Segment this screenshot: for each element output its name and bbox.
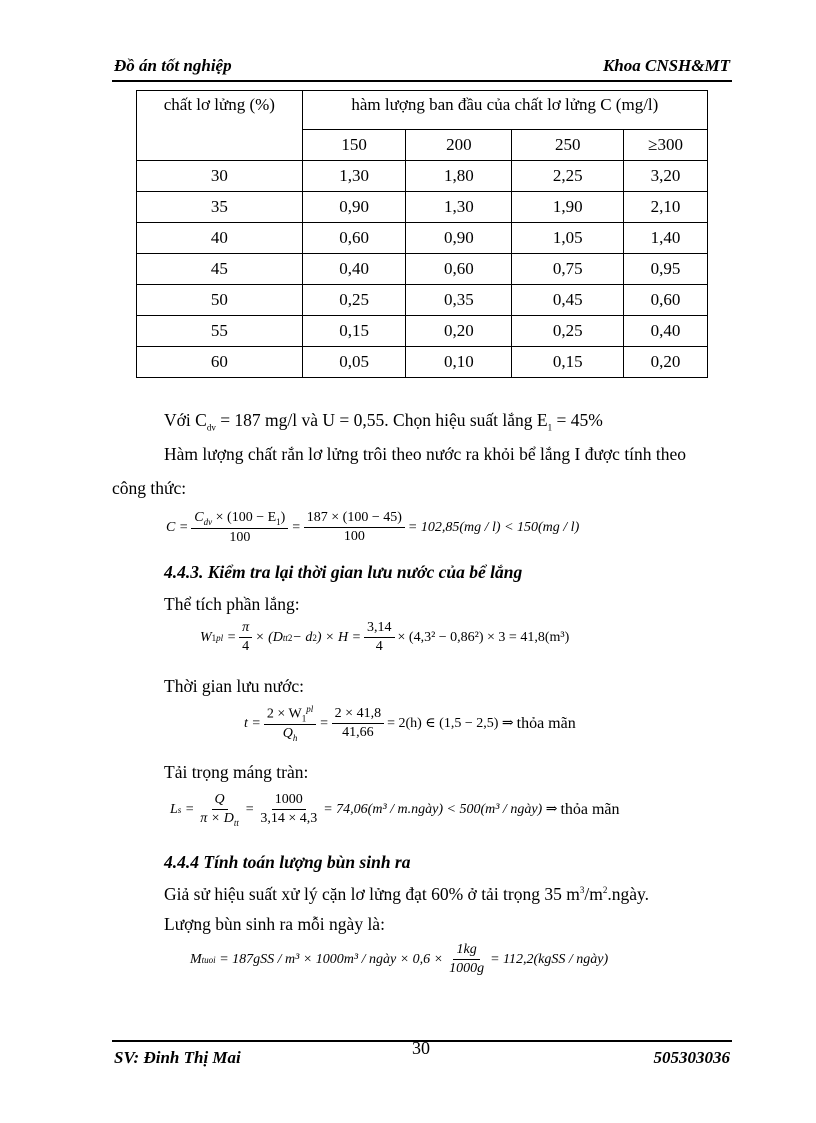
table-cell: 0,60: [406, 254, 512, 285]
table-row: [137, 285, 708, 316]
table-cell: 0,20: [624, 347, 708, 378]
page-number: 30: [412, 1038, 430, 1058]
table-cell: 2,10: [624, 192, 708, 223]
paragraph-tai-trong: Tải trọng máng tràn:: [164, 762, 309, 782]
page-header: [112, 50, 732, 82]
fraction: [332, 706, 384, 741]
eq-lhs: M: [190, 951, 202, 967]
heading-4-4-3: 4.4.3. Kiểm tra lại thời gian lưu nước của bể lắng: [164, 562, 523, 582]
table-cell: 40: [137, 223, 303, 254]
table-cell: 60: [137, 347, 303, 378]
fraction-denominator: 3,14 × 4,3: [260, 811, 318, 827]
table-cell: 1,30: [406, 192, 512, 223]
table-row: [137, 223, 708, 254]
table-cell: 0,90: [302, 192, 406, 223]
eq-result: = 74,06(m³ / m.ngày) < 500(m³ / ngày) ⇒: [323, 802, 558, 818]
fraction: [239, 620, 252, 655]
table-row: [137, 161, 708, 192]
table-cell: 3,20: [624, 161, 708, 192]
fraction: [257, 792, 320, 827]
table-cell: 55: [137, 316, 303, 347]
table-cell: 0,95: [624, 254, 708, 285]
table-cell: 0,90: [406, 223, 512, 254]
table-cell: 45: [137, 254, 303, 285]
header-right-title: Khoa CNSH&MT: [602, 56, 730, 75]
table-cell: 0,10: [406, 347, 512, 378]
equation-t: t = $\frac{2 \times W_1^{pl}}{Q_h}$ = $\frac{2 \times 41,8}{41,66}$ = 2(h) ∈ (1,5 − 2,5) ⇒ thỏa mãn: [244, 704, 576, 744]
paragraph-cdv: [164, 410, 603, 433]
table-row: [137, 316, 708, 347]
table-cell: 1,05: [512, 223, 624, 254]
fraction-numerator: 187 × (100 − 45): [304, 510, 405, 528]
table-col0-header: chất lơ lửng (%): [137, 91, 303, 161]
equation-w: W 1 pl = $\frac{\pi}{4}$ × (D tt 2 − d 2 ) × H = $\frac{3,14}{4}$ × (4,3² − 0,86²) × 3 = 41,8(m³): [200, 620, 570, 654]
table-cell: 0,60: [302, 223, 406, 254]
table-cell: 1,90: [512, 192, 624, 223]
table-cell: 50: [137, 285, 303, 316]
eq-result: × (4,3² − 0,86²) × 3 = 41,8(m³): [397, 629, 570, 645]
fraction-numerator: $2 \times W_1^{pl}$: [264, 704, 316, 725]
fraction-numerator: 1kg: [453, 942, 479, 960]
paragraph-thoi-gian: Thời gian lưu nước:: [164, 676, 305, 696]
fraction-numerator: $C_{dv} \times (100 - E_1)$: [191, 510, 288, 529]
subscript: dv: [206, 422, 216, 433]
table-row: [137, 254, 708, 285]
fraction-numerator: 2 × 41,8: [332, 706, 384, 724]
table-cell: 0,45: [512, 285, 624, 316]
eq-lhs: W: [200, 629, 212, 645]
table-group-header: hàm lượng ban đầu của chất lơ lửng C (mg/l): [302, 91, 707, 130]
fraction-denominator: 100: [229, 529, 251, 545]
table-cell: 1,40: [624, 223, 708, 254]
fraction-denominator: $\pi \times D_{tt}$: [200, 811, 239, 828]
table-cell: 0,15: [512, 347, 624, 378]
table-cell: 0,60: [624, 285, 708, 316]
table-cell: 0,35: [406, 285, 512, 316]
paragraph-hieu-suat: Giả sử hiệu suất xử lý cặn lơ lửng đạt 60% ở tải trọng 35 $m^3/m^2.ngày$.: [164, 884, 649, 904]
footer-student-id: 505303036: [653, 1048, 730, 1067]
table-cell: 0,15: [302, 316, 406, 347]
satisfied-label: thỏa mãn: [516, 714, 576, 732]
table-cell: 35: [137, 192, 303, 223]
text-segment: = 45%: [552, 410, 603, 430]
table-row: [137, 347, 708, 378]
fraction-numerator: 3,14: [364, 620, 395, 638]
fraction: [264, 704, 316, 743]
fraction: [446, 942, 487, 977]
paragraph-ham-luong: Hàm lượng chất rắn lơ lửng trôi theo nước ra khỏi bể lắng I được tính theo: [164, 444, 687, 464]
sediment-table: [136, 90, 708, 378]
page-footer: [112, 1040, 732, 1076]
table-subheader: 250: [512, 130, 624, 161]
subscript: 1: [547, 422, 553, 433]
equation-m: M tuoi = 187gSS / m³ × 1000m³ / ngày × 0,6 × $\frac{1kg}{1000g}$ = 112,2(kgSS / ngày): [190, 942, 609, 976]
fraction-denominator: 100: [343, 529, 365, 545]
table-cell: 0,25: [512, 316, 624, 347]
table-cell: 2,25: [512, 161, 624, 192]
eq-lhs: C: [166, 519, 176, 535]
fraction-numerator: 1000: [272, 792, 306, 810]
equation-ls: L s = $\frac{Q}{\pi \times D_{tt}}$ = $\frac{1000}{3,14 \times 4,3}$ = 74,06(m³ / m.ngày) < 500(m³ / ngày) ⇒ thỏa mãn: [170, 792, 620, 828]
table-cell: 0,25: [302, 285, 406, 316]
fraction-denominator: 1000g: [449, 961, 485, 976]
fraction-numerator: Q: [212, 792, 228, 810]
fraction-denominator: 41,66: [342, 725, 374, 741]
equation-c: C = $\frac{C_{dv} \times (100 - E_1)}{100}$ = $\frac{187 \times (100 - 45)}{100}$ = 102,85(mg / l) < 150(mg / l): [166, 510, 580, 545]
fraction-denominator: 4: [375, 639, 383, 654]
table-subheader: 200: [406, 130, 512, 161]
paragraph-luong-bun: Lượng bùn sinh ra mỗi ngày là:: [164, 914, 385, 934]
fraction-denominator: $Q_h$: [282, 726, 298, 744]
table-subheader: ≥300: [624, 130, 708, 161]
text-segment: = 187 mg/l và U = 0,55. Chọn hiệu suất lắng E: [215, 410, 548, 430]
table-cell: 0,40: [624, 316, 708, 347]
table-cell: 0,20: [406, 316, 512, 347]
header-left-title: Đồ án tốt nghiệp: [114, 56, 232, 75]
table-cell: 30: [137, 161, 303, 192]
table-cell: 0,05: [302, 347, 406, 378]
eq-result: = 102,85(mg / l) < 150(mg / l): [407, 519, 580, 535]
table-subheader: 150: [302, 130, 406, 161]
paragraph-the-tich: Thể tích phần lắng:: [164, 594, 300, 614]
heading-4-4-4: 4.4.4 Tính toán lượng bùn sinh ra: [164, 852, 411, 872]
table-cell: 1,80: [406, 161, 512, 192]
fraction: [191, 510, 288, 546]
fraction: [197, 792, 242, 828]
table-cell: 0,40: [302, 254, 406, 285]
satisfied-label: thỏa mãn: [560, 800, 620, 818]
table-cell: 1,30: [302, 161, 406, 192]
eq-result: = 112,2(kgSS / ngày): [490, 951, 609, 967]
fraction-denominator: 4: [242, 639, 250, 654]
eq-lhs: L: [170, 801, 178, 817]
eq-lhs: t: [244, 715, 248, 731]
table-cell: 0,75: [512, 254, 624, 285]
text-segment: Với C: [164, 410, 207, 430]
table-header-row: [137, 91, 708, 130]
eq-result: = 2(h) ∈ (1,5 − 2,5) ⇒: [387, 716, 514, 732]
table-body: [137, 161, 708, 378]
fraction: [304, 510, 405, 545]
table-row: [137, 192, 708, 223]
footer-student: SV: Đinh Thị Mai: [114, 1048, 241, 1067]
paragraph-cong-thuc: công thức:: [112, 478, 187, 498]
fraction-numerator: π: [239, 620, 252, 638]
fraction: [364, 620, 395, 655]
